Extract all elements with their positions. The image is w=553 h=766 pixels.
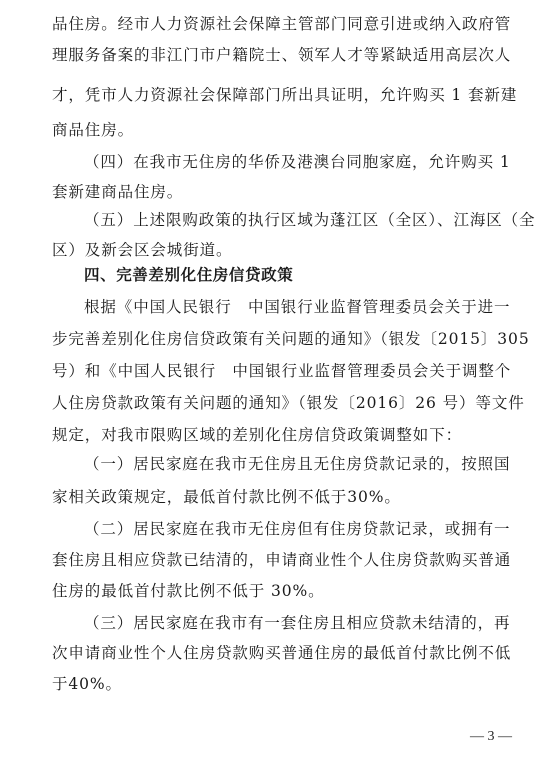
body-text-line: 住房的最低首付款比例不低于 30%。 — [52, 582, 325, 600]
paragraph-text-line: （五）上述限购政策的执行区域为蓬江区（全区）、江海区（全 — [84, 211, 536, 229]
body-text-line: 步完善差别化住房信贷政策有关问题的通知》（银发〔2015〕305 — [52, 330, 530, 348]
body-text-line: 规定，对我市限购区域的差别化住房信贷政策调整如下： — [52, 426, 463, 444]
body-text-line: 于40%。 — [52, 675, 122, 693]
paragraph-text-line: （一）居民家庭在我市无住房且无住房贷款记录的，按照国 — [84, 455, 511, 473]
paragraph-text-line: 根据《中国人民银行 中国银行业监督管理委员会关于进一 — [84, 298, 511, 316]
paragraph-text-line: （二）居民家庭在我市无住房但有住房贷款记录，或拥有一 — [84, 520, 511, 538]
body-text-line: 套住房且相应贷款已结清的，申请商业性个人住房贷款购买普通 — [52, 551, 512, 569]
page-number: — 3 — — [470, 729, 512, 744]
body-text-line: 人住房贷款政策有关问题的通知》（银发〔2016〕26 号）等文件 — [52, 394, 525, 412]
body-text-line: 套新建商品住房。 — [52, 183, 184, 201]
body-text-line: 商品住房。 — [52, 121, 135, 139]
body-text-line: 号）和《中国人民银行 中国银行业监督管理委员会关于调整个 — [52, 362, 512, 380]
section-heading: 四、完善差别化住房信贷政策 — [84, 266, 294, 284]
body-text-line: 理服务备案的非江门市户籍院士、领军人才等紧缺适用高层次人 — [52, 46, 512, 64]
body-text-line: 才，凭市人力资源社会保障部门所出具证明，允许购买 1 套新建 — [52, 86, 518, 104]
paragraph-text-line: （四）在我市无住房的华侨及港澳台同胞家庭，允许购买 1 — [84, 153, 511, 171]
paragraph-text-line: （三）居民家庭在我市有一套住房且相应贷款未结清的，再 — [84, 614, 511, 632]
body-text-line: 次申请商业性个人住房贷款购买普通住房的最低首付款比例不低 — [52, 644, 512, 662]
body-text-line: 家相关政策规定，最低首付款比例不低于30%。 — [52, 488, 401, 506]
body-text-line: 品住房。经市人力资源社会保障主管部门同意引进或纳入政府管 — [52, 15, 512, 33]
body-text-line: 区）及新会区会城街道。 — [52, 241, 233, 259]
